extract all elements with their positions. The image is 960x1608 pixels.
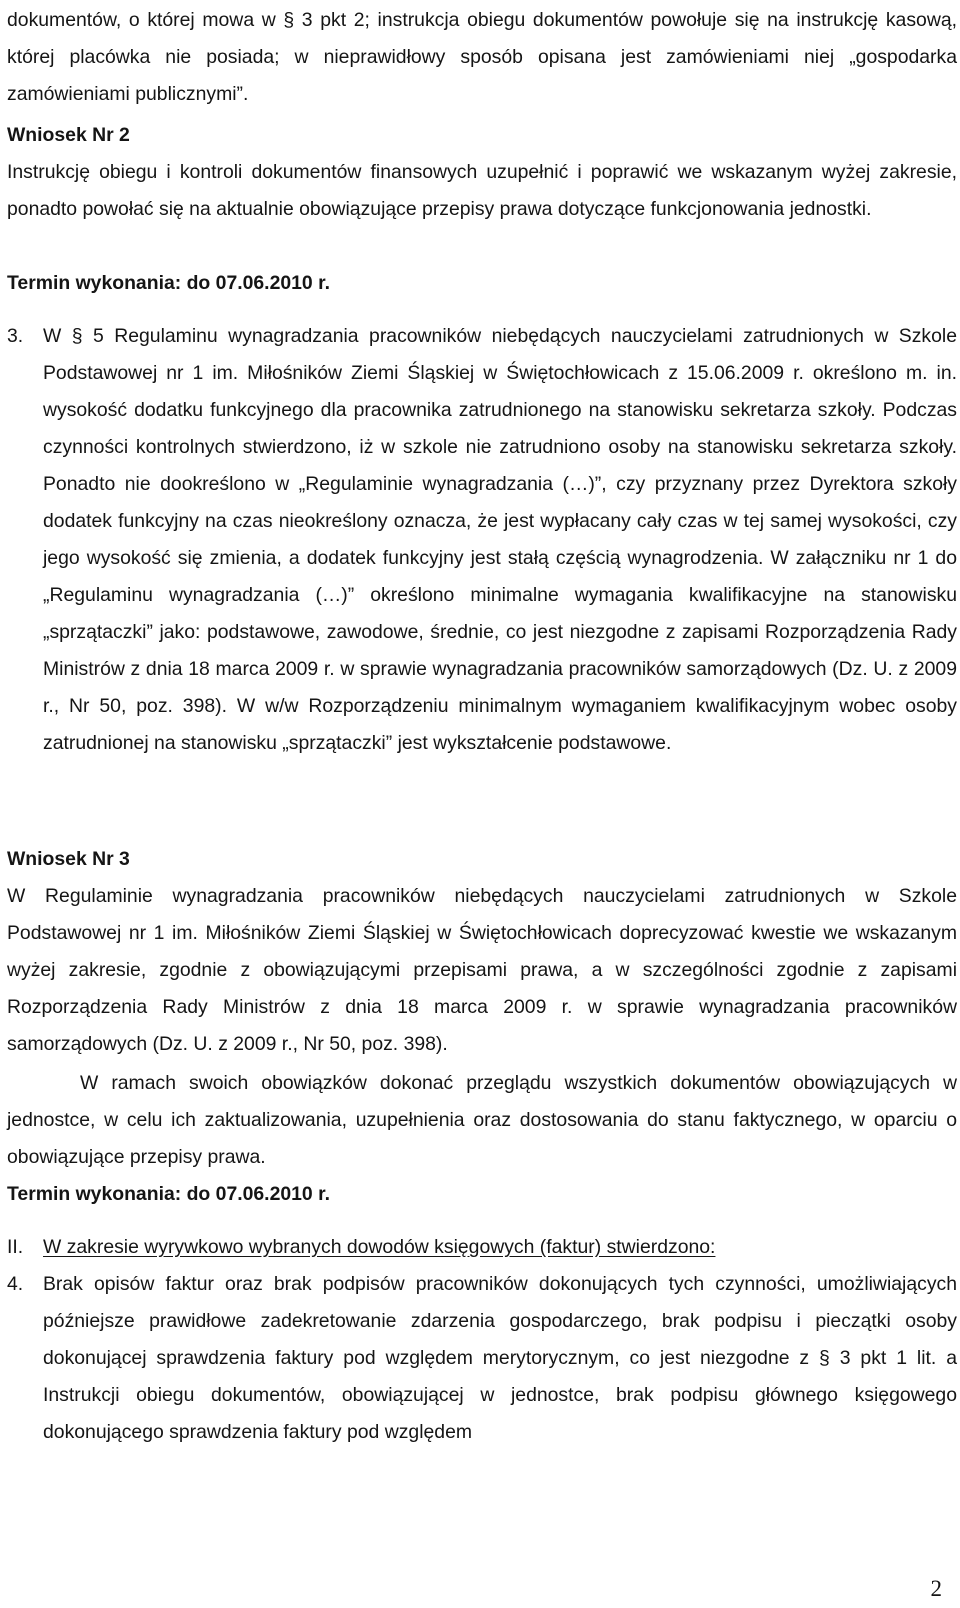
wniosek-3-heading: Wniosek Nr 3 <box>7 848 130 870</box>
page-number: 2 <box>930 1576 942 1601</box>
wniosek-2-heading: Wniosek Nr 2 <box>7 124 130 146</box>
wniosek-2-deadline: Termin wykonania: do 07.06.2010 r. <box>7 272 330 294</box>
item-3-number: 3. <box>7 325 24 347</box>
item-3-text: W § 5 Regulaminu wynagradzania pracowników niebędących nauczycielami zatrudnionych w Szkole Podstawowej nr 1 im. Miłośników Ziemi Śląskiej w Świętochłowicach z 15.06.2009 r. określono m. in. wysokość dodatku funkcyjnego dla pracownika zatrudnionego na stanowisku sekretarza szkoły. Podczas czynności kontrolnych stwierdzono, iż w szkole nie zatrudniono osoby na stanowisku sekretarza szkoły. Ponadto nie dookreślono w „Regulaminie wynagradzania (…)”, czy przyznany przez Dyrektora szkoły dodatek funkcyjny na czas nieokreślony oznacza, że jest wypłacany cały czas w tej samej wysokości, czy jego wysokość się zmienia, a dodatek funkcyjny jest stałą częścią wynagrodzenia. W załączniku nr 1 do „Regulaminu wynagradzania (…)” określono minimalne wymagania kwalifikacyjne na stanowisku „sprzątaczki” jako: podstawowe, zawodowe, średnie, co jest niezgodne z zapisami Rozporządzenia Rady Ministrów z dnia 18 marca 2009 r. w sprawie wynagradzania pracowników samorządowych (Dz. U. z 2009 r., Nr 50, poz. 398). W w/w Rozporządzeniu minimalnym wymaganiem kwalifikacyjnym wobec osoby zatrudnionej na stanowisku „sprzątaczki” jest wykształcenie podstawowe. <box>43 325 957 754</box>
item-4-number: 4. <box>7 1273 24 1295</box>
section-2-number: II. <box>7 1236 24 1258</box>
section-2-heading: W zakresie wyrywkowo wybranych dowodów księgowych (faktur) stwierdzono: <box>43 1236 716 1258</box>
review-paragraph: W ramach swoich obowiązków dokonać przeglądu wszystkich dokumentów obowiązujących w jednostce, w celu ich zaktualizowania, uzupełnienia oraz dostosowania do stanu faktycznego, w oparciu o obowiązujące przepisy prawa. <box>7 1072 957 1168</box>
item-4-text: Brak opisów faktur oraz brak podpisów pracowników dokonujących tych czynności, umożliwiających późniejsze prawidłowe zadekretowanie zdarzenia gospodarczego, brak podpisu i pieczątki osoby dokonującej sprawdzenia faktury pod względem merytorycznym, co jest niezgodne z § 3 pkt 1 lit. a Instrukcji obiegu dokumentów, obowiązującej w jednostce, brak podpisu głównego księgowego dokonującego sprawdzenia faktury pod względem <box>43 1273 957 1443</box>
wniosek-2-text: Instrukcję obiegu i kontroli dokumentów finansowych uzupełnić i poprawić we wskazanym wyżej zakresie, ponadto powołać się na aktualnie obowiązujące przepisy prawa dotyczące funkcjonowania jednostki. <box>7 161 957 220</box>
wniosek-3-deadline: Termin wykonania: do 07.06.2010 r. <box>7 1183 330 1205</box>
wniosek-3-text: W Regulaminie wynagradzania pracowników niebędących nauczycielami zatrudnionych w Szkole Podstawowej nr 1 im. Miłośników Ziemi Śląskiej w Świętochłowicach doprecyzować kwestie we wskazanym wyżej zakresie, zgodnie z obowiązującymi przepisami prawa, a w szczególności zgodnie z zapisami Rozporządzenia Rady Ministrów z dnia 18 marca 2009 r. w sprawie wynagradzania pracowników samorządowych (Dz. U. z 2009 r., Nr 50, poz. 398). <box>7 885 957 1055</box>
intro-paragraph: dokumentów, o której mowa w § 3 pkt 2; instrukcja obiegu dokumentów powołuje się na instrukcję kasową, której placówka nie posiada; w nieprawidłowy sposób opisana jest zamówieniami niej „gospodarka zamówieniami publicznymi”. <box>7 9 957 105</box>
